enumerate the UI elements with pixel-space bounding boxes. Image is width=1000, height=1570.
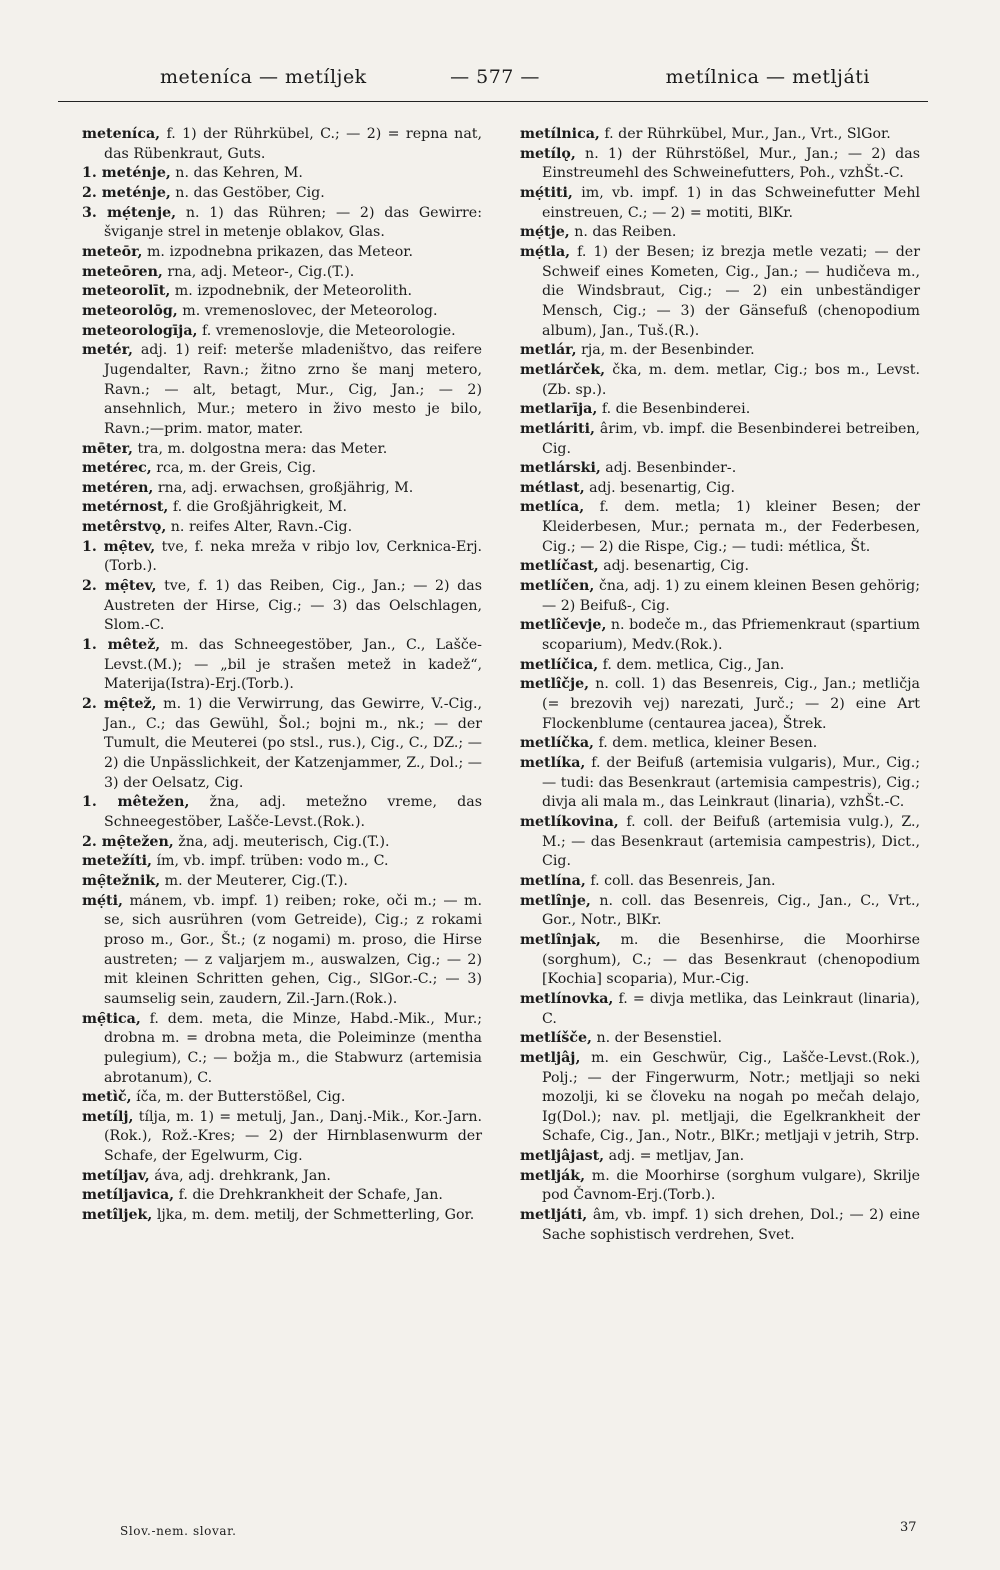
entry-definition: m. ein Geschwür, Cig., Lašče-Levst.(Rok.), Polj.; — der Fingerwurm, Notr.; metljaji so neki mozolji, ki se človeku na nogah po mečah delajo, Ig(Dol.); nav. pl. metljaji, die Egelkrankheit der Schafe, Cig., Jan., Notr., BlKr.; metljaji v jetrih, Strp. [542, 1049, 920, 1145]
entry-definition: rja, m. der Besenbinder. [576, 342, 755, 359]
dictionary-entry [520, 125, 920, 145]
entry-definition: adj. besenartig, Cig. [598, 558, 750, 575]
entry-definition: n. 1) das Rühren; — 2) das Gewirre: šviganje strel in metenje oblakov, Glas. [104, 204, 482, 241]
entry-headword: metlíčen, [520, 578, 595, 595]
entry-definition: m. 1) die Verwirrung, das Gewirre, V.-Cig., Jan., C.; das Gewühl, Šol.; bojni m., nk.; — der Tumult, die Meuterei (po stsl., rus.), Cig., C., DZ.; — 2) die Unpässlichkeit, der Katzenjammer, Z., Dol.; — 3) der Oelsatz, Cig. [104, 696, 482, 791]
entry-headword: meteníca, [82, 126, 161, 142]
entry-definition: m. die Besenhirse, die Moorhirse (sorghum), C.; — das Besenkraut (chenopodium [Kochia] scoparia), Mur.-Cig. [542, 931, 920, 988]
entry-headword: mēter, [82, 440, 133, 457]
entry-definition: m. das Schneegestöber, Jan., C., Lašče-Levst.(M.); — „bil je strašen metež in kadež“, Materija(Istra)-Erj.(Torb.). [104, 637, 482, 693]
entry-definition: f. der Beifuß (artemisia vulgaris), Mur., Cig.; — tudi: das Besenkraut (artemisia campestris), Cig.; divja ali mala m., das Leinkraut (linaria), vzhŠt.-C. [542, 755, 920, 811]
entry-headword: 2. mẹ̑težen, [82, 833, 174, 850]
entry-headword: metlárček, [520, 361, 606, 378]
entry-headword: metlíčica, [520, 656, 599, 673]
entry-headword: mẹ́ti, [82, 892, 123, 909]
entry-definition: ârim, vb. impf. die Besenbinderei betreiben, Cig. [542, 420, 920, 457]
entry-definition: adj. besenartig, Cig. [584, 479, 735, 496]
dictionary-entry [82, 243, 482, 263]
entry-definition: f. dem. meta, die Minze, Habd.-Mik., Mur.; drobna m. = drobna meta, die Poleiminze (mentha pulegium), C.; — božja m., die Stabwurz (artemisia abrotanum), C. [104, 1010, 482, 1086]
dictionary-entry [82, 636, 482, 695]
dictionary-entry [520, 341, 920, 361]
header-rule [58, 101, 928, 102]
entry-headword: metílǫ, [520, 145, 576, 162]
entry-headword: mẹ́titi, [520, 184, 573, 201]
entry-headword: mẹ̑težnik, [82, 872, 161, 889]
entry-headword: metlînje, [520, 892, 591, 909]
entry-headword: meteōren, [82, 263, 163, 280]
entry-definition: žna, adj. meuterisch, Cig.(T.). [173, 833, 390, 850]
entry-headword: metlíčka, [520, 735, 594, 752]
entry-definition: f. der Rührkübel, Mur., Jan., Vrt., SlGor. [599, 126, 891, 142]
footer-signature: Slov.-nem. slovar. [120, 1524, 237, 1538]
entry-definition: rna, adj. erwachsen, großjährig, M. [153, 479, 414, 496]
entry-headword: 1. mẹ̑tev, [82, 538, 156, 555]
dictionary-entry [520, 1049, 920, 1147]
dictionary-entry [520, 931, 920, 990]
dictionary-entry [82, 125, 482, 164]
dictionary-entry [520, 420, 920, 459]
entry-definition: m. der Meuterer, Cig.(T.). [160, 872, 348, 889]
entry-headword: metlják, [520, 1167, 586, 1184]
dictionary-entry [520, 184, 920, 223]
entry-headword: meteorologīja, [82, 322, 198, 339]
entry-headword: metílnica, [520, 126, 600, 142]
entry-definition: n. das Reiben. [569, 224, 677, 241]
entry-headword: metérec, [82, 460, 152, 477]
entry-headword: metêrstvǫ, [82, 519, 167, 536]
entry-definition: f. = divja metlika, das Leinkraut (linaria), C. [542, 990, 920, 1027]
entry-headword: metlîčje, [520, 676, 590, 693]
entry-headword: metlíca, [520, 499, 585, 516]
entry-definition: f. die Drehkrankheit der Schafe, Jan. [174, 1187, 443, 1204]
dictionary-entry [520, 1147, 920, 1167]
entry-definition: ím, vb. impf. trüben: vodo m., C. [151, 853, 389, 870]
entry-definition: n. coll. 1) das Besenreis, Cig., Jan.; metličja (= brezovih vej) narezati, Jurč.; — 2) eine Art Flockenblume (centaurea jacea), Štrek. [542, 676, 920, 732]
entry-definition: n. bodeče m., das Pfriemenkraut (spartium scoparium), Medv.(Rok.). [542, 617, 920, 654]
dictionary-entry [520, 1167, 920, 1206]
dictionary-entry [520, 754, 920, 813]
dictionary-entry [82, 498, 482, 518]
entry-headword: metlarīja, [520, 401, 598, 418]
entry-definition: n. der Besenstiel. [591, 1030, 723, 1047]
dictionary-entry [520, 675, 920, 734]
dictionary-entry [82, 695, 482, 793]
entry-headword: metìč, [82, 1089, 132, 1106]
entry-definition: rna, adj. Meteor-, Cig.(T.). [162, 263, 355, 280]
dictionary-entry [82, 479, 482, 499]
dictionary-entry [82, 577, 482, 636]
entry-headword: mẹ̑tica, [82, 1010, 141, 1027]
dictionary-entry [82, 341, 482, 439]
entry-definition: tílja, m. 1) = metulj, Jan., Danj.-Mik., Kor.-Jarn.(Rok.), Rož.-Kres; — 2) der Hirnblasenwurm der Schafe, der Egelwurm, Cig. [104, 1108, 482, 1165]
dictionary-entry [82, 872, 482, 892]
entry-definition: m. vremenoslovec, der Meteorolog. [177, 302, 438, 319]
entry-definition: tve, f. 1) das Reiben, Cig., Jan.; — 2) das Austreten der Hirse, Cig.; — 3) das Oelschlagen, Slom.-C. [104, 578, 482, 634]
dictionary-entry [82, 1167, 482, 1187]
entry-definition: âm, vb. impf. 1) sich drehen, Dol.; — 2) eine Sache sophistisch verdrehen, Svet. [542, 1207, 920, 1243]
entry-definition: f. dem. metlica, Cig., Jan. [598, 656, 785, 673]
entry-definition: f. dem. metlica, kleiner Besen. [593, 735, 818, 752]
entry-definition: n. 1) der Rührstößel, Mur., Jan.; — 2) das Einstreumehl des Schweinefutters, Poh., vzhŠt.-C. [542, 145, 920, 182]
page-number: — 577 — [450, 66, 540, 88]
page-header [60, 66, 930, 96]
entry-definition: m. die Moorhirse (sorghum vulgare), Skrilje pod Čavnom-Erj.(Torb.). [542, 1167, 920, 1204]
entry-definition: m. izpodnebna prikazen, das Meteor. [142, 243, 413, 260]
entry-headword: 2. meténje, [82, 184, 171, 201]
entry-definition: f. 1) der Besen; iz brezja metle vezati; — der Schweif eines Kometen, Cig., Jan.; — hudičeva m., die Windsbraut, Cig.; — 2) ein unbeständiger Mensch, Cig.; — 3) der Gänsefuß (chenopodium album), Jan., Tuš.(R.). [542, 243, 920, 339]
dictionary-entry [82, 1108, 482, 1167]
entry-definition: f. dem. metla; 1) kleiner Besen; der Kleiderbesen, Mur.; pernata m., der Federbesen, Cig.; — 2) die Rispe, Cig.; — tudi: métlica, Št. [542, 499, 920, 555]
header-right-guide-words: metílnica — metljáti [665, 66, 870, 88]
entry-definition: ljka, m. dem. metilj, der Schmetterling, Gor. [152, 1207, 475, 1224]
entry-definition: tve, f. neka mreža v ribjo lov, Cerknica-Erj.(Torb.). [104, 538, 482, 575]
dictionary-entry [520, 223, 920, 243]
dictionary-entry [520, 892, 920, 931]
entry-headword: metlíšče, [520, 1030, 592, 1047]
entry-headword: mẹ́tje, [520, 224, 570, 241]
dictionary-entry [520, 1029, 920, 1049]
entry-headword: metlíkovina, [520, 813, 619, 830]
entry-headword: 1. mêtežen, [82, 794, 190, 811]
dictionary-entry [82, 1186, 482, 1206]
dictionary-entry [82, 282, 482, 302]
entry-definition: n. coll. das Besenreis, Cig., Jan., C., Vrt., Gor., Notr., BlKr. [542, 892, 920, 929]
dictionary-entry [82, 793, 482, 832]
entry-headword: mẹ́tla, [520, 243, 571, 260]
dictionary-entry [520, 872, 920, 892]
dictionary-entry [82, 263, 482, 283]
dictionary-entry [82, 538, 482, 577]
entry-headword: metíljavica, [82, 1187, 175, 1204]
entry-definition: n. das Kehren, M. [170, 165, 303, 182]
entry-definition: n. das Gestöber, Cig. [170, 184, 325, 201]
entry-headword: 2. mẹ̑tež, [82, 696, 157, 713]
entry-definition: n. reifes Alter, Ravn.-Cig. [166, 519, 353, 536]
dictionary-entry [82, 164, 482, 184]
entry-definition: adj. 1) reif: meterše mladeništvo, das reifere Jugendalter, Ravn.; žitno zrno še manj metero, Ravn.; — alt, betagt, Mur., Cig, Jan.; — 2) ansehnlich, Mur.; metero in živo mesto je bilo, Ravn.;—prim. mator, mater. [104, 342, 482, 437]
dictionary-entry [82, 833, 482, 853]
entry-definition: f. coll. der Beifuß (artemisia vulg.), Z., M.; — das Besenkraut (artemisia campestris), Dict., Cig. [542, 813, 920, 870]
dictionary-entry [520, 498, 920, 557]
dictionary-entry [82, 1206, 482, 1226]
header-left-guide-words: meteníca — metíljek [160, 66, 367, 88]
entry-definition: tra, m. dolgostna mera: das Meter. [133, 440, 388, 457]
entry-headword: metíljav, [82, 1167, 150, 1184]
dictionary-entry [520, 734, 920, 754]
entry-definition: čna, adj. 1) zu einem kleinen Besen gehörig; — 2) Beifuß-, Cig. [542, 578, 920, 614]
entry-headword: metlína, [520, 872, 586, 889]
dictionary-entry [82, 322, 482, 342]
right-column [520, 125, 920, 1245]
dictionary-entry [82, 518, 482, 538]
entry-headword: metlînjak, [520, 931, 601, 948]
entry-headword: metljáti, [520, 1207, 588, 1224]
entry-headword: meteorolōg, [82, 302, 178, 319]
entry-headword: metljâjast, [520, 1148, 605, 1165]
entry-definition: íča, m. der Butterstößel, Cig. [131, 1089, 346, 1106]
entry-definition: m. izpodnebnik, der Meteorolith. [170, 283, 412, 300]
entry-definition: f. die Großjährigkeit, M. [168, 499, 347, 516]
dictionary-entry [82, 184, 482, 204]
entry-headword: metéren, [82, 479, 154, 496]
dictionary-entry [520, 361, 920, 400]
dictionary-entry [520, 557, 920, 577]
entry-headword: metîljek, [82, 1207, 153, 1224]
entry-definition: rca, m. der Greis, Cig. [151, 460, 316, 477]
entry-headword: metlár, [520, 342, 577, 359]
entry-headword: metílj, [82, 1108, 134, 1125]
entry-headword: metlárski, [520, 460, 601, 477]
entry-definition: žna, adj. metežno vreme, das Schneegestöber, Lašče-Levst.(Rok.). [104, 794, 482, 830]
entry-headword: metlíčast, [520, 558, 599, 575]
dictionary-entry [82, 1088, 482, 1108]
footer-sheet-number: 37 [900, 1520, 917, 1535]
entry-definition: áva, adj. drehkrank, Jan. [149, 1167, 331, 1184]
entry-headword: 1. meténje, [82, 165, 171, 182]
dictionary-entry [520, 479, 920, 499]
entry-definition: adj. = metljav, Jan. [604, 1148, 745, 1165]
dictionary-entry [82, 1010, 482, 1089]
entry-headword: metlíka, [520, 755, 586, 771]
dictionary-entry [82, 892, 482, 1010]
entry-headword: metlínovka, [520, 990, 614, 1007]
entry-definition: f. die Besenbinderei. [597, 401, 751, 418]
entry-headword: metljâj, [520, 1049, 581, 1066]
entry-headword: metérnost, [82, 499, 169, 516]
entry-headword: métlast, [520, 479, 585, 496]
dictionary-entry [82, 204, 482, 243]
entry-definition: čka, m. dem. metlar, Cig.; bos m., Levst.(Zb. sp.). [542, 361, 920, 398]
entry-headword: 3. mẹ́tenje, [82, 204, 177, 221]
entry-headword: metér, [82, 342, 133, 359]
entry-headword: metežíti, [82, 853, 152, 870]
dictionary-entry [82, 852, 482, 872]
entry-headword: 2. mẹ̑tev, [82, 578, 157, 595]
entry-definition: adj. Besenbinder-. [600, 460, 737, 477]
entry-headword: meteorolīt, [82, 283, 171, 300]
entry-headword: metlîčevje, [520, 617, 607, 634]
entry-definition: im, vb. impf. 1) in das Schweinefutter Mehl einstreuen, C.; — 2) = motiti, BlKr. [542, 184, 920, 221]
dictionary-entry [520, 990, 920, 1029]
dictionary-entry [520, 459, 920, 479]
dictionary-entry [520, 243, 920, 341]
entry-definition: f. vremenoslovje, die Meteorologie. [197, 322, 456, 339]
dictionary-entry [520, 145, 920, 184]
dictionary-entry [82, 302, 482, 322]
dictionary-entry [520, 656, 920, 676]
entry-headword: metláriti, [520, 420, 595, 437]
dictionary-entry [82, 459, 482, 479]
entry-definition: f. 1) der Rührkübel, C.; — 2) = repna nat, das Rübenkraut, Guts. [104, 126, 482, 162]
dictionary-entry [520, 577, 920, 616]
dictionary-entry [520, 616, 920, 655]
left-column [82, 125, 482, 1226]
dictionary-entry [520, 400, 920, 420]
entry-headword: 1. mêtež, [82, 637, 161, 654]
entry-definition: f. coll. das Besenreis, Jan. [585, 872, 776, 889]
entry-definition: mánem, vb. impf. 1) reiben; roke, oči m.; — m. se, sich ausrühren (vom Getreide), Cig.; z rokami proso m., Gor., Št.; (z nogami) m. proso, die Hirse austreten; — z valjarjem m., auswalzen, Cig.; — 2) mit kleinen Schritten gehen, Cig., SlGor.-C.; — 3) saumselig sein, zaudern, Zil.-Jarn.(Rok.). [104, 892, 482, 1007]
entry-headword: meteōr, [82, 243, 143, 260]
dictionary-entry [520, 813, 920, 872]
dictionary-entry [520, 1206, 920, 1245]
dictionary-entry [82, 440, 482, 460]
